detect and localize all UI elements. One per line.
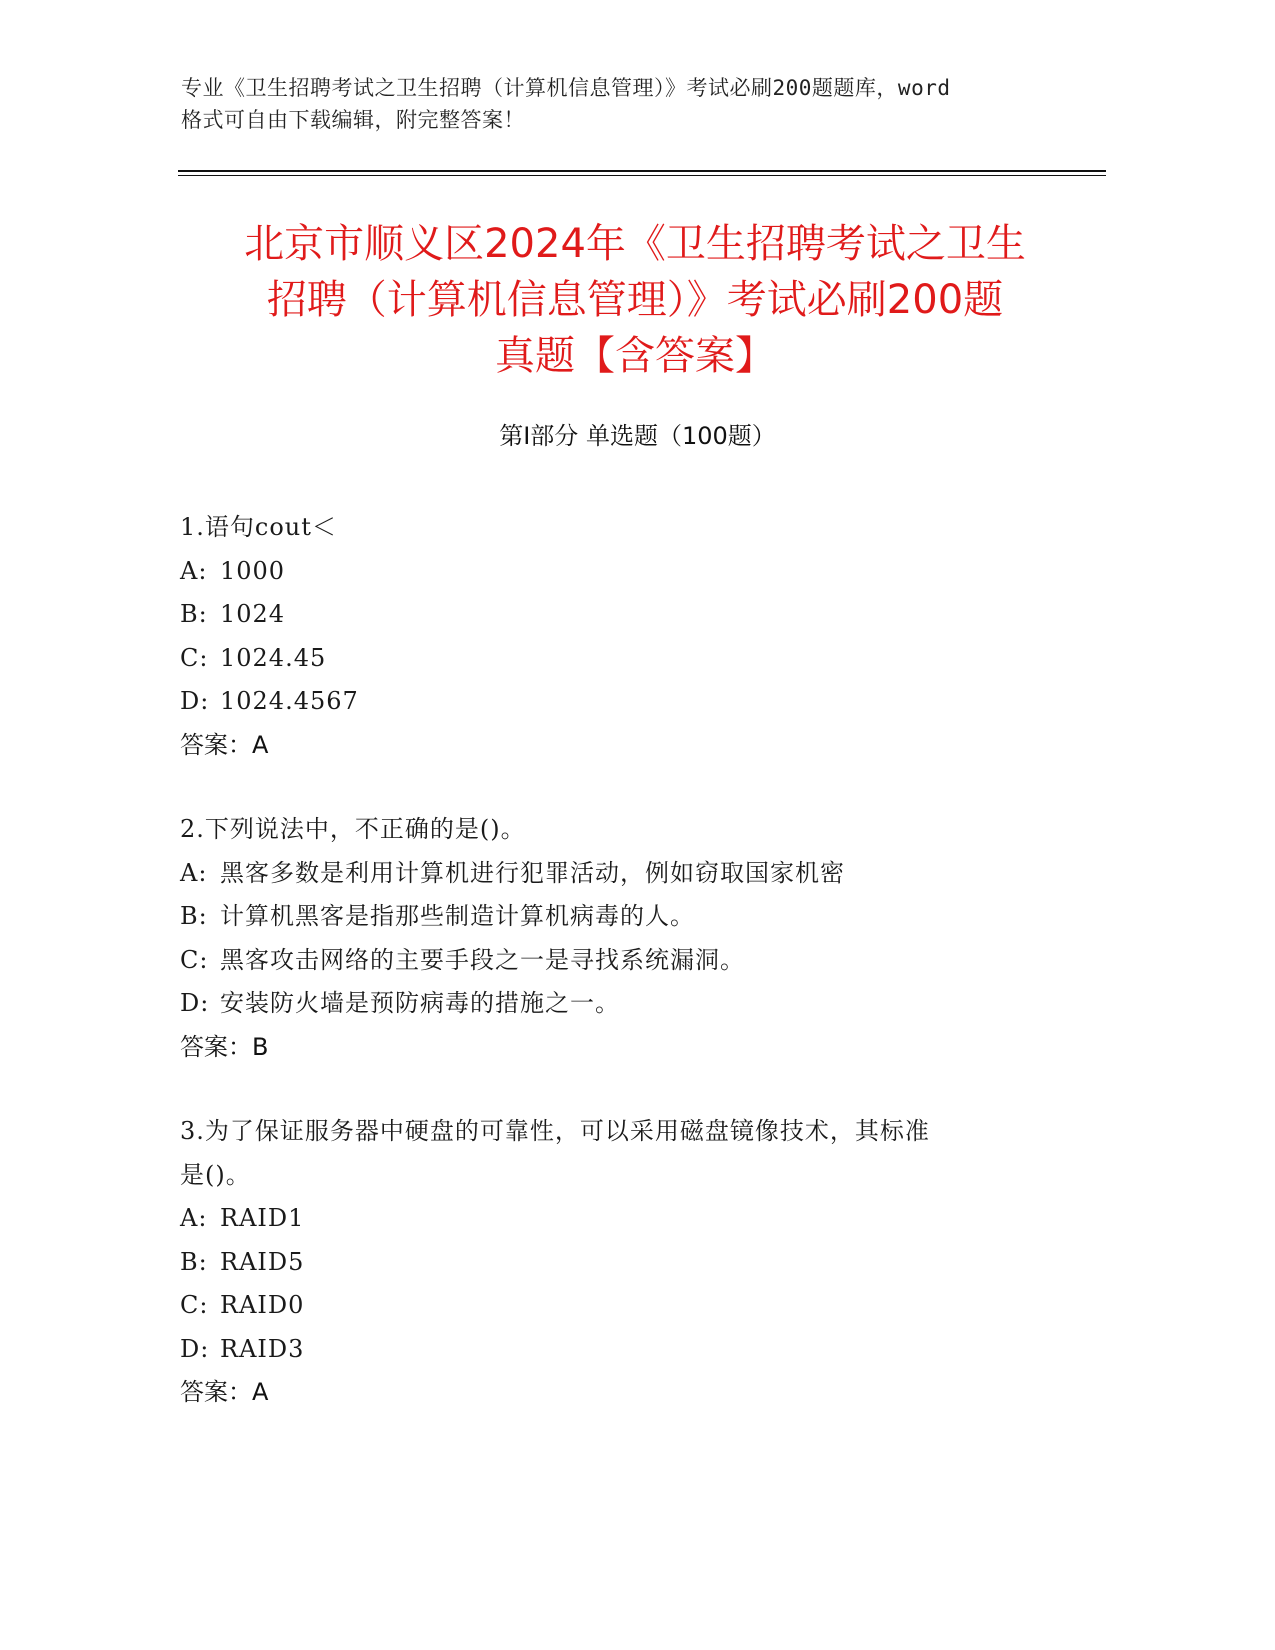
- question-stem-continued: 是()。: [180, 1160, 251, 1189]
- answer-line: 答案：A: [180, 730, 269, 759]
- question-stem: 3.为了保证服务器中硬盘的可靠性，可以采用磁盘镜像技术，其标准: [180, 1117, 930, 1145]
- option-letter: C:: [180, 1291, 209, 1319]
- header-note-line-2: 格式可自由下载编辑，附完整答案！: [181, 108, 525, 132]
- option-b: [180, 1241, 1040, 1285]
- option-text: 1000: [220, 556, 286, 585]
- answer-line: 答案：A: [180, 1378, 269, 1406]
- option-letter: B:: [180, 1247, 208, 1276]
- header-note-line-1: 专业《卫生招聘考试之卫生招聘（计算机信息管理）》考试必刷200题题库，word: [181, 76, 951, 100]
- option-text: RAID5: [220, 1247, 305, 1276]
- header-note: [181, 72, 1081, 136]
- option-text: 1024: [220, 600, 286, 628]
- option-letter: D:: [180, 1334, 210, 1363]
- option-letter: B:: [180, 902, 208, 930]
- option-b: [180, 593, 1040, 637]
- option-text: 1024.45: [220, 643, 327, 672]
- option-text: RAID0: [220, 1291, 305, 1319]
- document-title-line-3: 真题【含答案】: [495, 333, 775, 379]
- question-stem: 2.下列说法中，不正确的是()。: [180, 815, 526, 843]
- question-stem: 1.语句cout＜: [180, 513, 337, 541]
- option-a: [180, 852, 1040, 896]
- question-1: [180, 506, 1040, 767]
- answer-line: 答案：B: [180, 1032, 269, 1061]
- option-text: 黑客多数是利用计算机进行犯罪活动，例如窃取国家机密: [220, 858, 845, 887]
- option-d: [180, 982, 1040, 1026]
- option-b: [180, 895, 1040, 939]
- header-divider-thick: [178, 170, 1106, 172]
- question-2: [180, 808, 1040, 1069]
- option-letter: C:: [180, 945, 209, 974]
- option-text: 安装防火墙是预防病毒的措施之一。: [220, 989, 620, 1017]
- option-d: [180, 680, 1040, 724]
- question-3: [180, 1110, 1040, 1415]
- option-letter: C:: [180, 643, 209, 672]
- header-divider-thin: [178, 175, 1106, 176]
- option-text: RAID3: [220, 1334, 305, 1363]
- section-title: 第Ⅰ部分 单选题（100题）: [499, 422, 776, 450]
- option-c: [180, 939, 1040, 983]
- option-letter: A:: [180, 556, 208, 585]
- option-c: [180, 1284, 1040, 1328]
- option-d: [180, 1328, 1040, 1372]
- option-letter: A:: [180, 1204, 208, 1232]
- option-letter: B:: [180, 600, 208, 628]
- option-text: 1024.4567: [220, 687, 359, 715]
- option-text: 计算机黑客是指那些制造计算机病毒的人。: [220, 902, 695, 930]
- document-title: [150, 216, 1120, 384]
- document-title-line-2: 招聘（计算机信息管理）》考试必刷200题: [266, 277, 1004, 323]
- option-text: RAID1: [220, 1204, 305, 1232]
- option-letter: D:: [180, 989, 210, 1017]
- option-a: [180, 550, 1040, 594]
- option-a: [180, 1197, 1040, 1241]
- option-c: [180, 637, 1040, 681]
- question-list: [180, 506, 1040, 1456]
- option-text: 黑客攻击网络的主要手段之一是寻找系统漏洞。: [220, 945, 745, 974]
- option-letter: A:: [180, 858, 208, 887]
- document-title-line-1: 北京市顺义区2024年《卫生招聘考试之卫生: [244, 221, 1026, 267]
- option-letter: D:: [180, 687, 210, 715]
